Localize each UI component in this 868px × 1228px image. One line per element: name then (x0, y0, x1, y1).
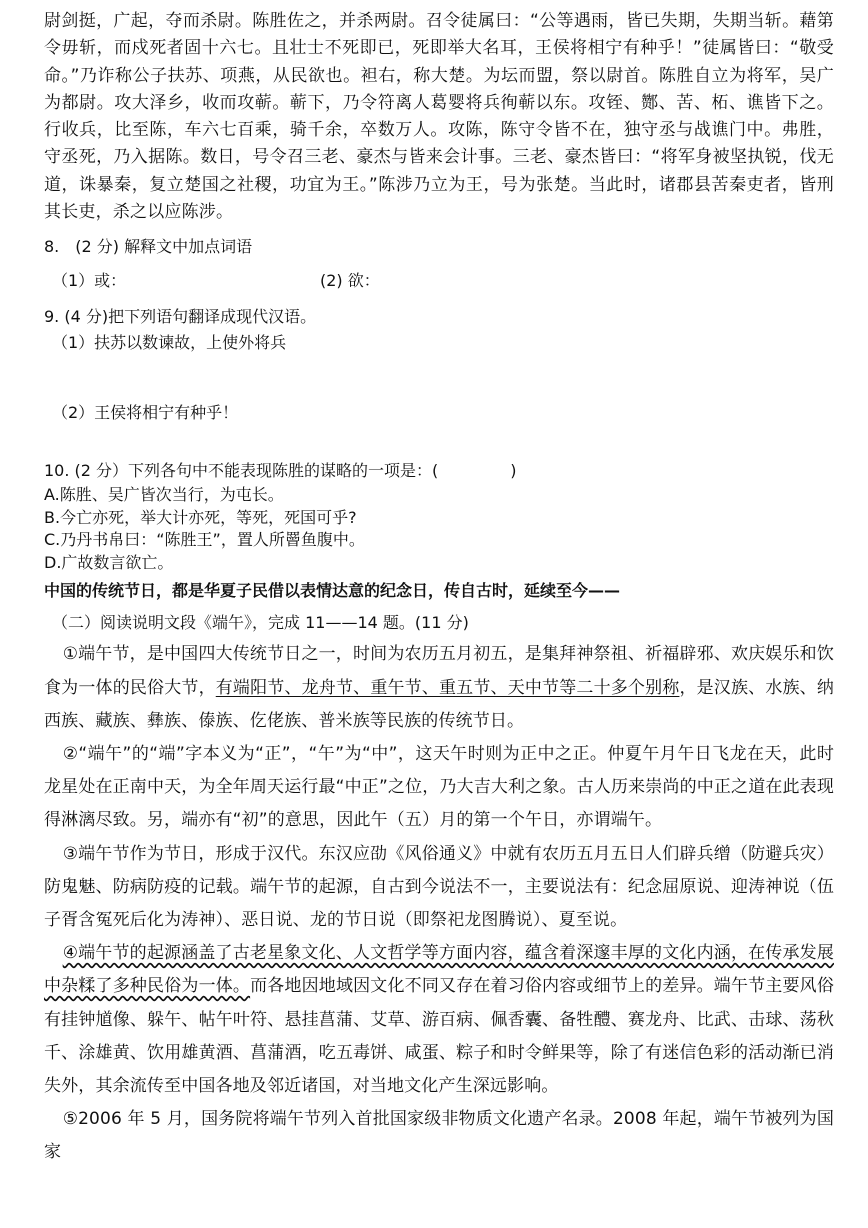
paragraph-1 (44, 638, 834, 738)
question-10-stem-close: ) (510, 461, 517, 481)
question-10-stem-text: 10. (2 分）下列各句中不能表现陈胜的谋略的一项是：( (44, 461, 439, 481)
question-10-option-c: C.乃丹书帛曰：“陈胜王”，置人所罾鱼腹中。 (44, 530, 365, 550)
classical-passage: 尉剑挺，广起，夺而杀尉。陈胜佐之，并杀两尉。召令徒属曰：“公等遇雨，皆已失期，失期当斩。藉第令毋斩，而戍死者固十六七。且壮士不死即已，死即举大名耳，王侯将相宁有种乎！”徒属皆曰：“敬受命。”乃诈称公子扶苏、项燕，从民欲也。袒右，称大楚。为坛而盟，祭以尉首。陈胜自立为将军，吴广为都尉。攻大泽乡，收而攻蕲。蕲下，乃令符离人葛婴将兵徇蕲以东。攻铚、酂、苦、柘、谯皆下之。行收兵，比至陈，车六七百乘，骑千余，卒数万人。攻陈，陈守令皆不在，独守丞与战谯门中。弗胜，守丞死，乃入据陈。数日，号令召三老、豪杰与皆来会计事。三老、豪杰皆曰：“将军身被坚执锐，伐无道，诛暴秦，复立楚国之社稷，功宜为王。”陈涉乃立为王，号为张楚。当此时，诸郡县苦秦吏者，皆刑其长吏，杀之以应陈涉。 (44, 11, 834, 223)
paragraph-1-text-a: ①端午节，是中国四大传统节日之一，时间为农历五月初五，是集拜神祭祖、祈福辟邪、欢庆娱乐和饮食为一体的民俗大节， (44, 644, 834, 698)
paragraph-5: ⑤2006 年 5 月，国务院将端午节列入首批国家级非物质文化遗产名录。2008 年起，端午节被列为国家 (44, 1109, 834, 1163)
question-10-option-d: D.广故数言欲亡。 (44, 552, 174, 572)
paragraph-1-text-b: ，是汉族、水族、纳西族、藏族、彝族、傣族、仡佬族、普米族等民族的传统节日。 (44, 677, 834, 731)
answer-space (44, 356, 834, 400)
question-9-stem: 9. (4 分)把下列语句翻译成现代汉语。 (44, 307, 317, 327)
exam-page (44, 8, 834, 1170)
paragraph-4-text: 而各地因地域因文化不同又存在着习俗内容或细节上的差异。端午节主要风俗有挂钟馗像、躲午、帖午叶符、悬挂菖蒲、艾草、游百病、佩香囊、备牲醴、赛龙舟、比武、击球、荡秋千、涂雄黄、饮用雄黄酒、菖蒲酒，吃五毒饼、咸蛋、粽子和时令鲜果等，除了有迷信色彩的活动渐已消失外，其余流传至中国各地及邻近诸国，对当地文化产生深远影响。 (44, 976, 834, 1097)
question-8-item-2: (2) 欲： (320, 271, 380, 291)
question-10-option-a: A.陈胜、吴广皆次当行，为屯长。 (44, 485, 284, 505)
paragraph-3: ③端午节作为节日，形成于汉代。东汉应劭《风俗通义》中就有农历五月五日人们辟兵缯（防避兵灾）防鬼魅、防病防疫的记载。端午节的起源，自古到今说法不一，主要说法有：纪念屈原说、迎涛神说（伍子胥含冤死后化为涛神）、恶日说、龙的节日说（即祭祀龙图腾说）、夏至说。 (44, 843, 834, 930)
paragraph-4-wavy-underlined: ④端午节的起源涵盖了古老星象文化、人文哲学等方面内容，蕴含着深邃丰厚的文化内涵，在传承发展中杂糅了多种民俗为一体。 (44, 943, 834, 997)
question-9-item-2: （2）王侯将相宁有种乎！ (52, 403, 239, 423)
question-8-item-1: （1）或： (52, 271, 127, 291)
question-9-item-1: （1）扶苏以数谏故，上使外将兵 (52, 333, 287, 353)
answer-space (44, 426, 834, 458)
question-10-option-b: B.今亡亦死，举大计亦死，等死，死国可乎? (44, 507, 357, 527)
question-8-items (44, 268, 834, 294)
question-8-stem: 8. (2 分) 解释文中加点词语 (44, 237, 253, 257)
paragraph-4 (44, 937, 834, 1103)
paragraph-2: ②“端午”的“端”字本义为“正”，“午”为“中”，这天午时则为正中之正。仲夏午月午日飞龙在天，此时龙星处在正南中天，为全年周天运行最“中正”之位，乃大吉大利之象。古人历来崇尚的中正之道在此表现得淋漓尽致。另，端亦有“初”的意思，因此午（五）月的第一个午日，亦谓端午。 (44, 743, 834, 831)
question-10-stem (44, 458, 834, 484)
section-heading-bold: 中国的传统节日，都是华夏子民借以表情达意的纪念日，传自古时，延续至今—— (44, 581, 621, 601)
section-2-title: （二）阅读说明文段《端午》，完成 11——14 题。(11 分) (52, 613, 469, 633)
paragraph-1-underlined: 有端阳节、龙舟节、重午节、重五节、天中节等二十多个别称 (215, 677, 680, 698)
